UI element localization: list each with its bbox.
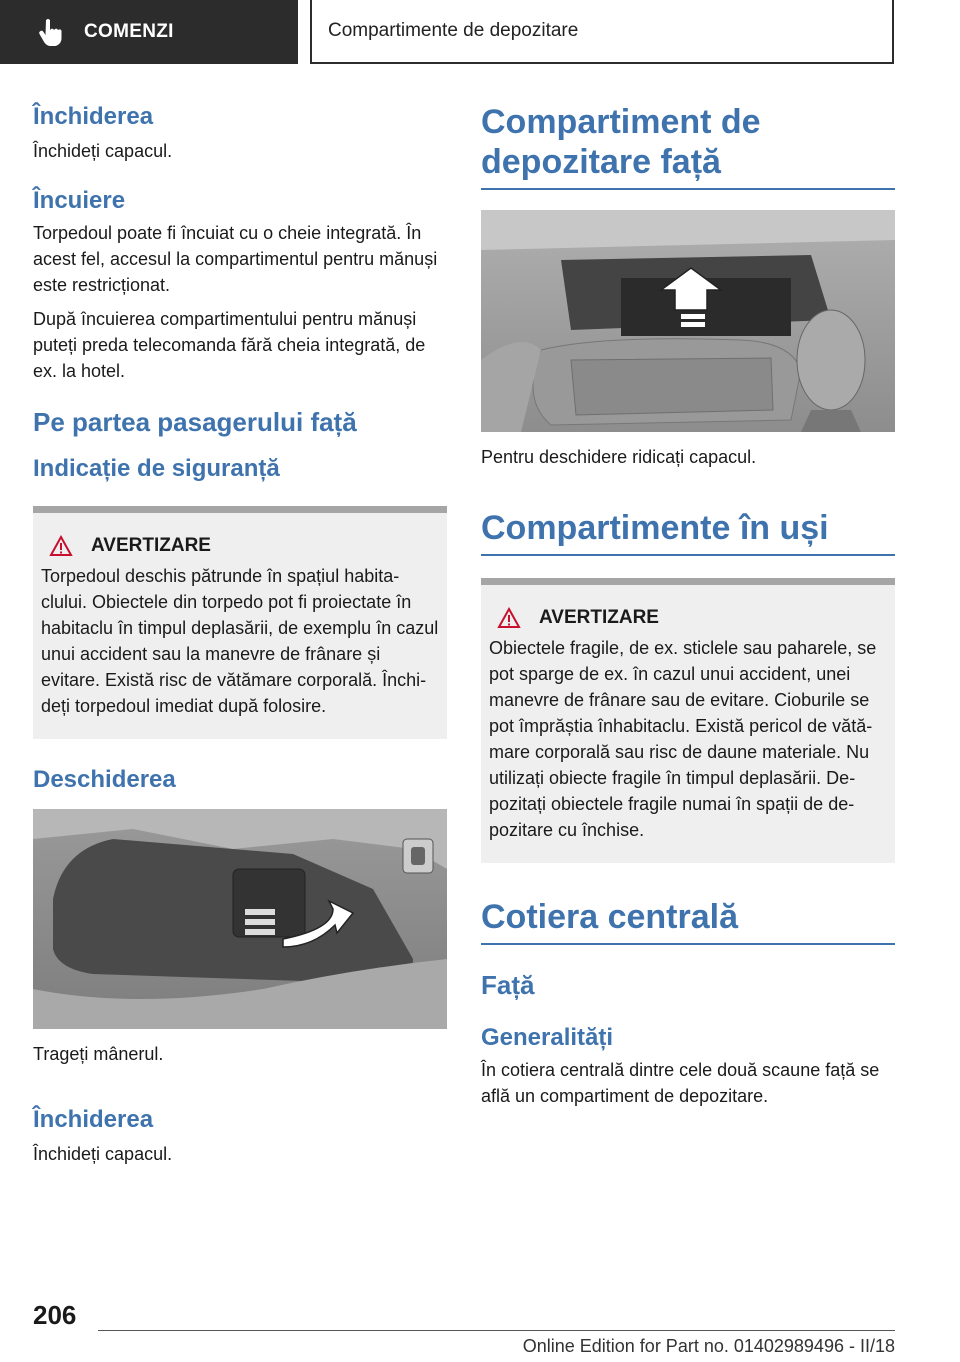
- opening-heading: Deschiderea: [33, 766, 176, 793]
- general-heading: Generalități: [481, 1024, 614, 1051]
- safety-heading: Indicație de siguranță: [33, 455, 280, 482]
- figure-caption-2: Pentru deschidere ridicați capacul.: [481, 447, 757, 467]
- locking-text-1: Torpedoul poate fi încuiat cu o cheie integrată. În acest fel, accesul la compartimentul pentru mănuși este restricționat.: [33, 223, 438, 295]
- passenger-heading: Pe partea pasagerului față: [33, 407, 357, 437]
- front-heading: Față: [481, 970, 535, 1000]
- edition-info: Online Edition for Part no. 01402989496 - II/18: [522, 1336, 895, 1356]
- locking-text-2: După încuierea compartimentului pentru mănuși puteți preda telecomanda fără cheia integrată, de ex. la hotel.: [33, 309, 426, 381]
- footer-divider: [98, 1330, 895, 1331]
- closing-text-2: Închideți capacul.: [33, 1144, 173, 1164]
- warning-box-2: [481, 578, 895, 863]
- armrest-heading: Cotiera centrală: [481, 897, 895, 945]
- locking-heading: Încuiere: [33, 187, 126, 214]
- left-column: [33, 96, 447, 1167]
- page-number: 206: [33, 1300, 77, 1330]
- section-tab[interactable]: [0, 0, 298, 64]
- closing-heading-1: Închiderea: [33, 103, 154, 130]
- warning-triangle-icon: [49, 535, 73, 557]
- front-storage-heading: Compartiment de depozitare față: [481, 102, 895, 190]
- warning-title-2: AVERTIZARE: [539, 607, 659, 628]
- closing-heading-2: Închiderea: [33, 1106, 154, 1133]
- figure-caption-1: Trageți mânerul.: [33, 1044, 164, 1064]
- front-storage-figure: [481, 210, 895, 432]
- warning-box-1: [33, 506, 447, 739]
- closing-text-1: Închideți capacul.: [33, 141, 173, 161]
- hand-pointer-icon: [36, 17, 66, 47]
- warning-text-2: Obiectele fragile, de ex. sticlele sau paharele, se pot sparge de ex. în cazul unui accident, unei manevre de frânare sau de evitare. Cioburile se pot împrăștia înhabitaclu. Există pericol de vătămare corporală sau risc de daune materiale. Nu utilizați obiecte fragile în timpul deplasării. Depozitați obiectele fragile numai în spații de depozitare cu închise.: [489, 638, 877, 840]
- warning-triangle-icon: [497, 607, 521, 629]
- glovebox-figure: [33, 809, 447, 1029]
- page-title: Compartimente de depozitare: [310, 0, 894, 64]
- warning-title-1: AVERTIZARE: [91, 535, 211, 556]
- general-text: În cotiera centrală dintre cele două scaune față se află un compartiment de depozitare.: [481, 1060, 880, 1106]
- right-column: [481, 96, 895, 1109]
- section-label: COMENZI: [84, 21, 174, 42]
- warning-text-1: Torpedoul deschis pătrunde în spațiul habitaclului. Obiectele din torpedo pot fi proiectate în habitaclu în timpul deplasării, de exemplu în cazul unui accident sau la manevre de frânare și evitare. Există risc de vătămare corporală. Închideți torpedoul imediat după folosire.: [41, 566, 439, 716]
- door-compartments-heading: Compartimente în uși: [481, 508, 895, 556]
